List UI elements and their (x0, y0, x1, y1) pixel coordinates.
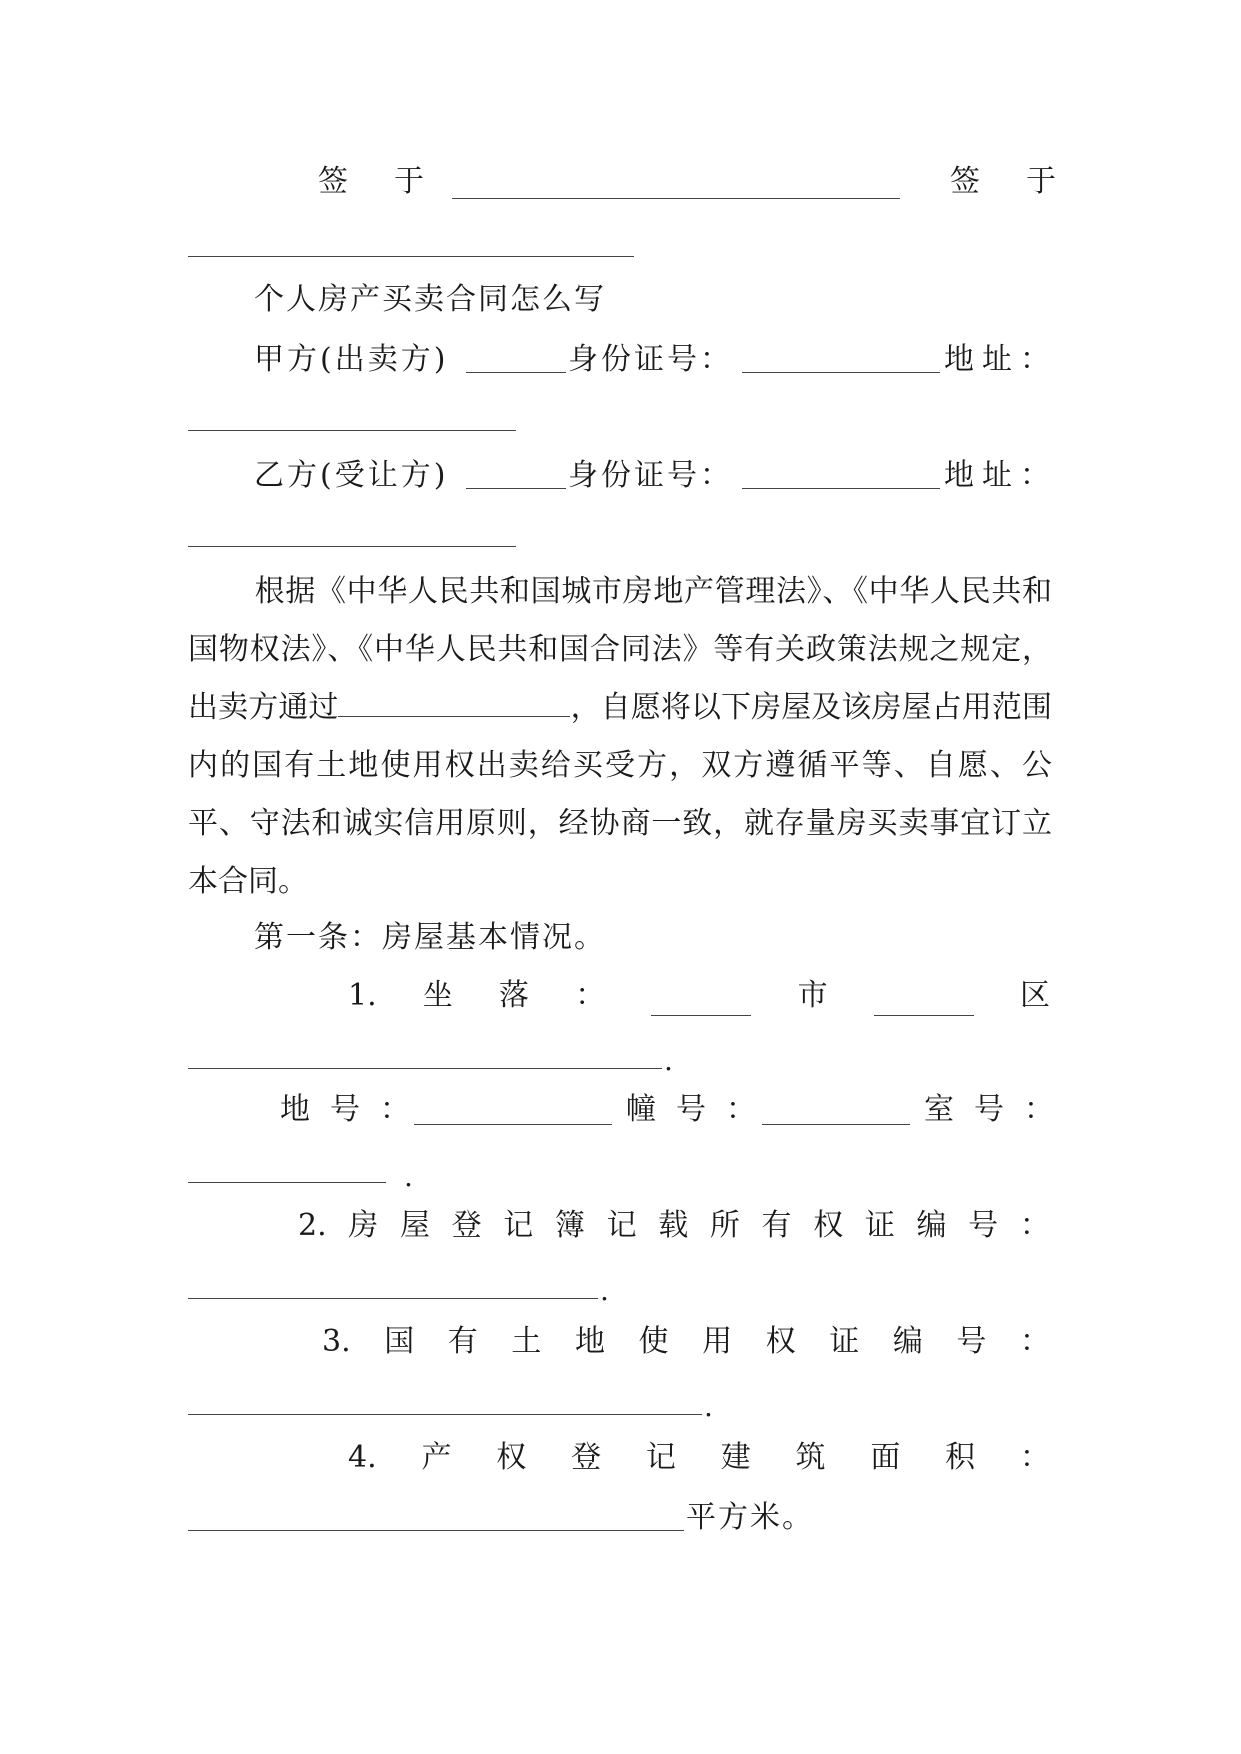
item-1-colon: ： (575, 978, 606, 1013)
item-3-char: 权 (765, 1324, 796, 1359)
item-3-char: 国 (384, 1324, 415, 1359)
item-4-char: 登 (571, 1440, 602, 1475)
party-a-id-blank[interactable] (742, 372, 940, 373)
street-blank[interactable] (188, 1068, 662, 1069)
item-2-char: 房 (348, 1208, 379, 1243)
floor-area-unit: 平方米。 (686, 1500, 814, 1535)
preamble-text-part2: ，自愿将以下房屋及该房屋占用范围内的国有土地使用权出卖给买受方，双方遵循平等、自愿、公平、守法和诚实信用原则，经协商一致，就存量房买卖事宜订立本合同。 (188, 690, 1053, 899)
party-b-id-blank[interactable] (742, 488, 940, 489)
item-3-number: 3. (322, 1324, 351, 1359)
land-certificate-blank[interactable] (188, 1414, 702, 1415)
item-4-number: 4. (348, 1440, 377, 1475)
item-2-number: 2. (298, 1208, 327, 1243)
article-1-heading: 第一条：房屋基本情况。 (254, 920, 606, 955)
ownership-certificate-blank[interactable] (188, 1298, 598, 1299)
period: . (600, 1274, 609, 1307)
sign-right-label: 签 于 (950, 164, 1064, 199)
sign-left-blank[interactable] (452, 198, 900, 199)
document-title: 个人房产买卖合同怎么写 (254, 282, 606, 317)
preamble-paragraph (188, 563, 1052, 911)
item-2-char: 簿 (554, 1208, 585, 1243)
room-number-blank[interactable] (188, 1182, 386, 1183)
land-number-blank[interactable] (414, 1124, 612, 1125)
item-2-ownership-certificate (298, 1206, 1050, 1246)
item-1-char: 坐 (422, 978, 453, 1013)
item-2-char: 屋 (399, 1208, 430, 1243)
item-4-char: 积 (945, 1440, 976, 1475)
item-2-char: 证 (864, 1208, 895, 1243)
item-4-char: 记 (645, 1440, 676, 1475)
item-2-char: 记 (503, 1208, 534, 1243)
land-number-label: 地号： (280, 1092, 430, 1127)
item-3-char: 编 (892, 1324, 923, 1359)
item-3-char: ： (1019, 1324, 1050, 1359)
party-a-label: 甲方(出卖方) (254, 342, 449, 377)
floor-area-blank[interactable] (188, 1530, 684, 1531)
item-2-char: 所 (709, 1208, 740, 1243)
item-3-char: 证 (829, 1324, 860, 1359)
party-a-name-blank[interactable] (466, 372, 566, 373)
item-2-char: 有 (761, 1208, 792, 1243)
item-2-char: 号 (968, 1208, 999, 1243)
item-3-land-certificate (322, 1322, 1050, 1362)
item-4-char: 权 (496, 1440, 527, 1475)
building-number-blank[interactable] (762, 1124, 910, 1125)
party-b-address-label: 地址： (944, 458, 1058, 493)
party-a-address-label: 地址： (944, 342, 1058, 377)
item-3-char: 用 (702, 1324, 733, 1359)
party-b-id-label: 身份证号： (568, 458, 733, 493)
party-a-id-label: 身份证号： (568, 342, 733, 377)
preamble-text-part1: 根据《中华人民共和国城市房地产管理法》、《中华人民共和国物权法》、《中华人民共和国合同法》等有关政策法规之规定，出卖方通过 (188, 574, 1052, 725)
item-4-char: ： (1019, 1440, 1050, 1475)
item-3-char: 号 (956, 1324, 987, 1359)
sign-left-label: 签 于 (318, 164, 432, 199)
period: . (404, 1160, 413, 1193)
party-b-name-blank[interactable] (466, 488, 566, 489)
sign-right-blank[interactable] (188, 256, 634, 257)
building-number-label: 幢号： (626, 1092, 776, 1127)
item-1-location (348, 976, 1050, 1016)
item-4-char: 建 (720, 1440, 751, 1475)
party-b-label: 乙方(受让方) (254, 458, 449, 493)
item-2-char: 登 (451, 1208, 482, 1243)
room-number-label: 室号： (924, 1092, 1074, 1127)
item-4-char: 筑 (795, 1440, 826, 1475)
district-label: 区 (1019, 978, 1050, 1013)
city-label: 市 (797, 978, 828, 1013)
period: . (664, 1044, 673, 1077)
item-1-char: 落 (499, 978, 529, 1013)
item-4-floor-area (348, 1438, 1050, 1478)
item-3-char: 有 (447, 1324, 478, 1359)
item-2-char: 记 (606, 1208, 637, 1243)
item-4-char: 产 (421, 1440, 452, 1475)
party-a-address-blank[interactable] (188, 430, 516, 431)
item-3-char: 使 (638, 1324, 669, 1359)
district-blank[interactable] (874, 987, 974, 1016)
item-2-char: 载 (658, 1208, 689, 1243)
transfer-method-blank[interactable] (338, 688, 570, 717)
item-3-char: 土 (511, 1324, 542, 1359)
item-2-char: 权 (813, 1208, 844, 1243)
item-4-char: 面 (870, 1440, 901, 1475)
city-blank[interactable] (651, 987, 751, 1016)
item-2-char: 编 (916, 1208, 947, 1243)
item-1-number: 1. (348, 978, 377, 1013)
item-3-char: 地 (574, 1324, 605, 1359)
party-b-address-blank[interactable] (188, 546, 516, 547)
period: . (704, 1390, 713, 1423)
item-2-char: ： (1019, 1208, 1050, 1243)
